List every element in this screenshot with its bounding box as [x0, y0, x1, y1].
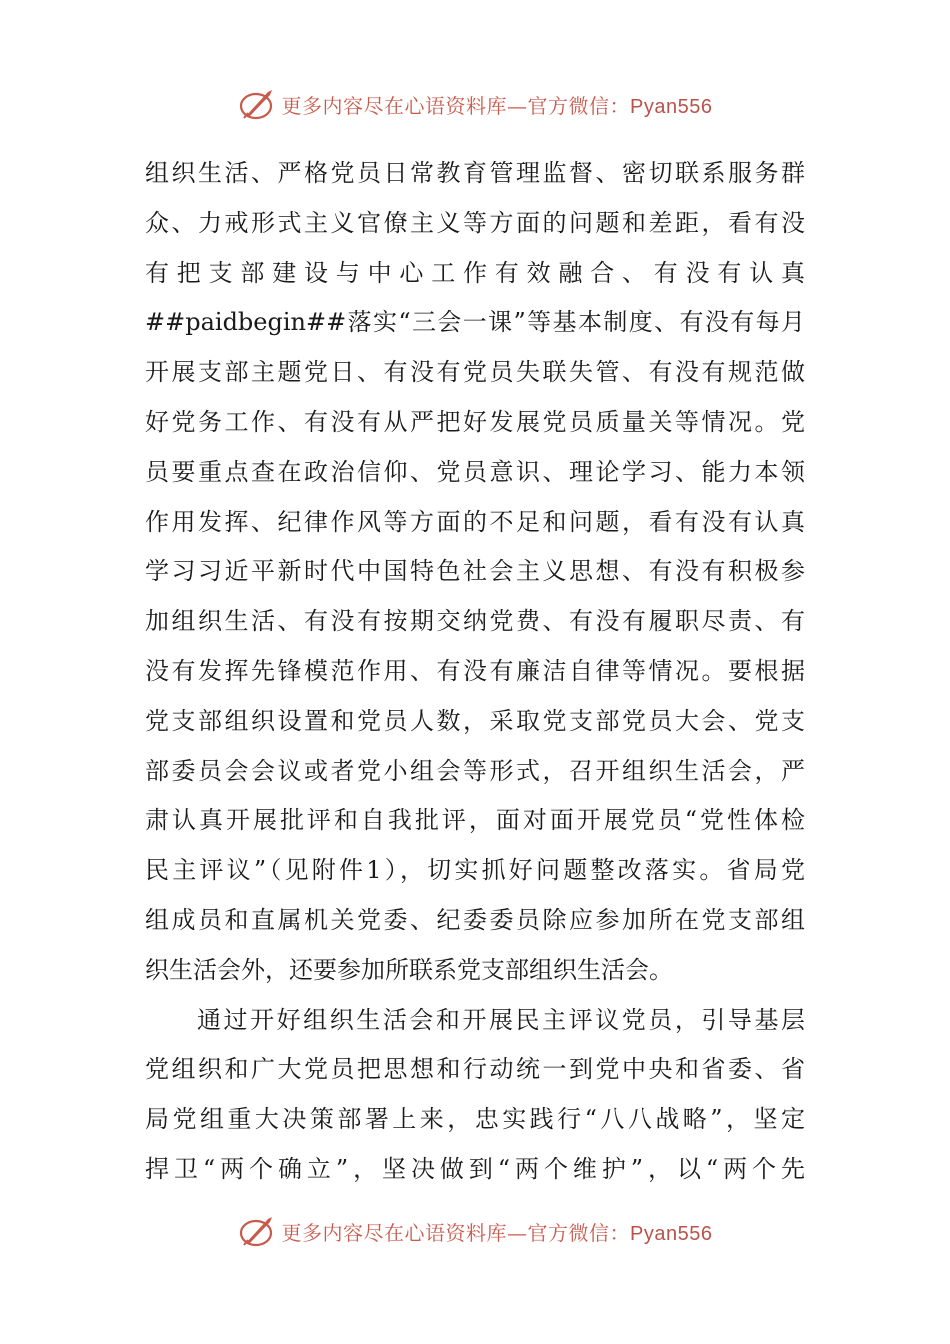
- text-line: 肃认真开展批评和自我批评，面对面开展党员“党性体检: [145, 806, 805, 835]
- text-line: 员要重点查在政治信仰、党员意识、理论学习、能力本领: [145, 457, 805, 486]
- text-line: 部委员会会议或者党小组会等形式，召开组织生活会，严: [145, 756, 805, 785]
- text-line: 捍卫“两个确立”，坚决做到“两个维护”，以“两个先: [145, 1154, 805, 1183]
- text-line: 织生活会外，还要参加所联系党支部组织生活会。: [145, 955, 673, 984]
- paragraph-1: [145, 149, 805, 996]
- text-line: 众、力戒形式主义官僚主义等方面的问题和差距，看有没: [145, 208, 805, 237]
- quill-pen-icon: [238, 86, 278, 122]
- paragraph-2: [145, 996, 805, 1195]
- text-line: ##paidbegin##落实“三会一课”等基本制度、有没有每月: [145, 308, 805, 337]
- footer-banner-text: 更多内容尽在心语资料库—官方微信：Pyan556: [281, 1220, 713, 1245]
- text-line: 组成员和直属机关党委、纪委委员除应参加所在党支部组: [145, 905, 805, 934]
- header-banner-text: 更多内容尽在心语资料库—官方微信：Pyan556: [281, 93, 713, 118]
- text-line: 局党组重大决策部署上来，忠实践行“八八战略”，坚定: [145, 1105, 805, 1134]
- text-line: 通过开好组织生活会和开展民主评议党员，引导基层: [197, 1005, 805, 1034]
- text-line: 党组织和广大党员把思想和行动统一到党中央和省委、省: [145, 1055, 805, 1084]
- text-line: 加组织生活、有没有按期交纳党费、有没有履职尽责、有: [145, 607, 805, 636]
- text-line: 组织生活、严格党员日常教育管理监督、密切联系服务群: [145, 159, 805, 187]
- header-watermark-banner: [0, 84, 950, 124]
- text-line: 开展支部主题党日、有没有党员失联失管、有没有规范做: [145, 358, 805, 387]
- text-line: 没有发挥先锋模范作用、有没有廉洁自律等情况。要根据: [145, 656, 805, 685]
- text-line: 民主评议”（见附件1），切实抓好问题整改落实。省局党: [145, 856, 805, 885]
- text-line: 党支部组织设置和党员人数，采取党支部党员大会、党支: [145, 706, 805, 735]
- text-line: 有把支部建设与中心工作有效融合、有没有认真: [145, 258, 805, 287]
- text-line: 学习习近平新时代中国特色社会主义思想、有没有积极参: [145, 557, 805, 586]
- quill-pen-icon: [238, 1213, 278, 1249]
- document-body: [145, 149, 805, 1195]
- text-line: 好党务工作、有没有从严把好发展党员质量关等情况。党: [145, 407, 805, 436]
- text-line: 作用发挥、纪律作风等方面的不足和问题，看有没有认真: [145, 507, 805, 536]
- footer-watermark-banner: [0, 1211, 950, 1251]
